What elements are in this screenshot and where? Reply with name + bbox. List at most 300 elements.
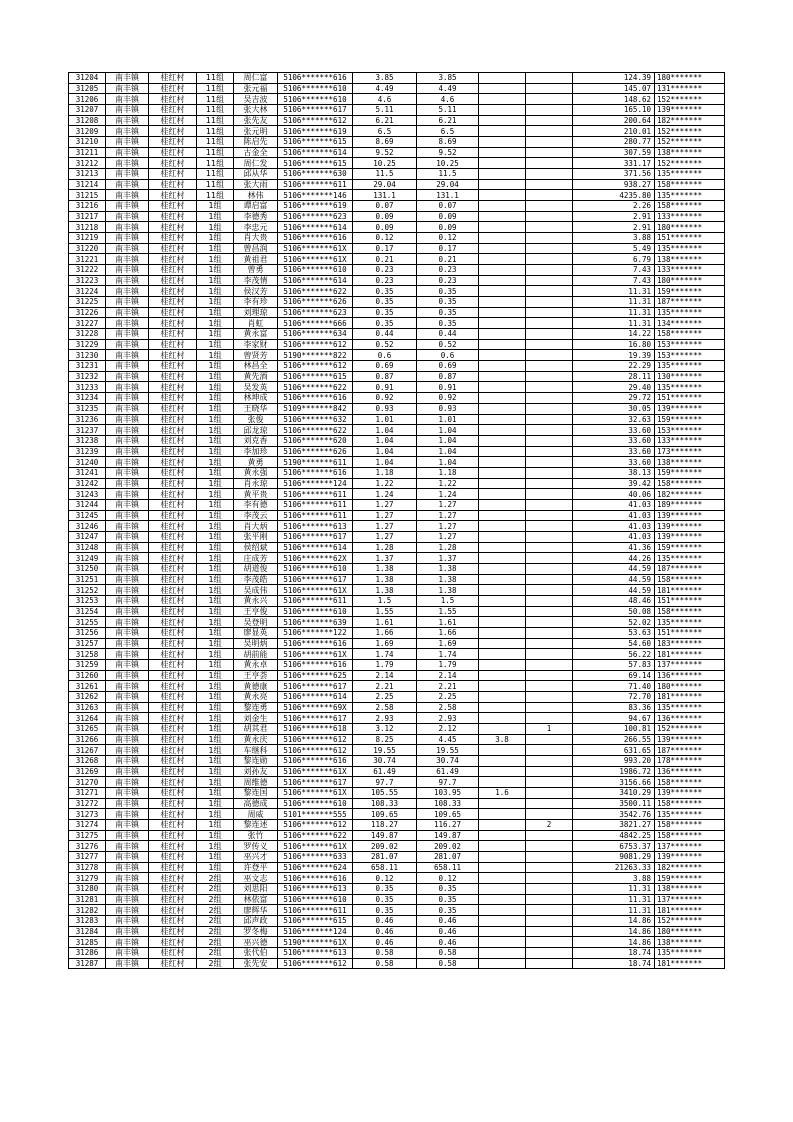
total-area-cell: 1.27	[353, 510, 417, 521]
village-cell: 桂红村	[149, 83, 197, 94]
amount-cell: 9081.29	[573, 852, 655, 863]
name-cell: 罗冬梅	[234, 926, 278, 937]
group-cell: 11组	[197, 147, 234, 158]
name-cell: 肖永琼	[234, 478, 278, 489]
group-cell: 11组	[197, 179, 234, 190]
id-number-cell: 5106*******634	[278, 329, 353, 340]
amount-cell: 30.05	[573, 403, 655, 414]
row-number: 31231	[69, 361, 106, 372]
name-cell: 刘克香	[234, 435, 278, 446]
table-row	[69, 553, 725, 564]
table-row	[69, 926, 725, 937]
amount-cell: 16.80	[573, 339, 655, 350]
table-row	[69, 147, 725, 158]
phone-cell: 181*******	[655, 691, 725, 702]
name-cell: 周仁发	[234, 158, 278, 169]
area-a-cell: 0.69	[417, 361, 479, 372]
id-number-cell: 5106*******622	[278, 286, 353, 297]
town-cell: 南丰镇	[106, 905, 149, 916]
area-b-cell	[479, 499, 526, 510]
name-cell: 刘金生	[234, 713, 278, 724]
phone-cell: 159*******	[655, 286, 725, 297]
total-area-cell: 1.18	[353, 467, 417, 478]
area-c-cell	[526, 948, 573, 959]
total-area-cell: 30.74	[353, 756, 417, 767]
area-a-cell: 103.95	[417, 788, 479, 799]
name-cell: 李德秀	[234, 211, 278, 222]
name-cell: 邱从华	[234, 169, 278, 180]
id-number-cell: 5106*******633	[278, 852, 353, 863]
area-c-cell	[526, 606, 573, 617]
area-a-cell: 0.17	[417, 243, 479, 254]
group-cell: 1组	[197, 702, 234, 713]
total-area-cell: 1.04	[353, 446, 417, 457]
area-c-cell	[526, 617, 573, 628]
table-row	[69, 233, 725, 244]
village-cell: 桂红村	[149, 627, 197, 638]
row-number: 31212	[69, 158, 106, 169]
town-cell: 南丰镇	[106, 691, 149, 702]
id-number-cell: 5106*******612	[278, 734, 353, 745]
table-row	[69, 617, 725, 628]
amount-cell: 2.26	[573, 201, 655, 212]
id-number-cell: 5106*******630	[278, 169, 353, 180]
records-body	[69, 73, 725, 969]
town-cell: 南丰镇	[106, 820, 149, 831]
name-cell: 吴登明	[234, 617, 278, 628]
phone-cell: 151*******	[655, 595, 725, 606]
total-area-cell: 0.93	[353, 403, 417, 414]
village-cell: 桂红村	[149, 798, 197, 809]
area-c-cell	[526, 542, 573, 553]
amount-cell: 11.31	[573, 307, 655, 318]
area-c-cell	[526, 147, 573, 158]
area-c-cell	[526, 478, 573, 489]
amount-cell: 41.03	[573, 510, 655, 521]
group-cell: 1组	[197, 489, 234, 500]
group-cell: 1组	[197, 766, 234, 777]
village-cell: 桂红村	[149, 873, 197, 884]
area-a-cell: 30.74	[417, 756, 479, 767]
row-number: 31262	[69, 691, 106, 702]
phone-cell: 136*******	[655, 766, 725, 777]
phone-cell: 139*******	[655, 105, 725, 116]
total-area-cell: 11.5	[353, 169, 417, 180]
village-cell: 桂红村	[149, 73, 197, 84]
area-b-cell	[479, 254, 526, 265]
total-area-cell: 1.01	[353, 414, 417, 425]
town-cell: 南丰镇	[106, 542, 149, 553]
village-cell: 桂红村	[149, 745, 197, 756]
id-number-cell: 5106*******614	[278, 222, 353, 233]
phone-cell: 180*******	[655, 275, 725, 286]
area-c-cell	[526, 926, 573, 937]
phone-cell: 135*******	[655, 243, 725, 254]
area-b-cell	[479, 531, 526, 542]
amount-cell: 71.40	[573, 681, 655, 692]
table-row	[69, 457, 725, 468]
town-cell: 南丰镇	[106, 606, 149, 617]
town-cell: 南丰镇	[106, 809, 149, 820]
id-number-cell: 5190*******61X	[278, 937, 353, 948]
amount-cell: 100.81	[573, 723, 655, 734]
area-a-cell: 1.69	[417, 638, 479, 649]
table-row	[69, 638, 725, 649]
village-cell: 桂红村	[149, 147, 197, 158]
area-b-cell	[479, 307, 526, 318]
area-c-cell	[526, 585, 573, 596]
area-a-cell: 2.21	[417, 681, 479, 692]
amount-cell: 44.59	[573, 563, 655, 574]
amount-cell: 148.62	[573, 94, 655, 105]
row-number: 31247	[69, 531, 106, 542]
id-number-cell: 5106*******617	[278, 574, 353, 585]
amount-cell: 41.03	[573, 499, 655, 510]
total-area-cell: 1.66	[353, 627, 417, 638]
total-area-cell: 8.25	[353, 734, 417, 745]
area-c-cell	[526, 713, 573, 724]
area-b-cell	[479, 233, 526, 244]
area-b-cell	[479, 201, 526, 212]
group-cell: 1组	[197, 275, 234, 286]
town-cell: 南丰镇	[106, 169, 149, 180]
table-row	[69, 756, 725, 767]
group-cell: 1组	[197, 777, 234, 788]
group-cell: 11组	[197, 190, 234, 201]
area-c-cell	[526, 681, 573, 692]
town-cell: 南丰镇	[106, 702, 149, 713]
row-number: 31214	[69, 179, 106, 190]
area-c-cell: 1	[526, 723, 573, 734]
name-cell: 李茂情	[234, 275, 278, 286]
total-area-cell: 0.46	[353, 926, 417, 937]
group-cell: 1组	[197, 222, 234, 233]
id-number-cell: 5106*******610	[278, 94, 353, 105]
phone-cell: 178*******	[655, 756, 725, 767]
amount-cell: 4842.25	[573, 830, 655, 841]
name-cell: 黎连国	[234, 788, 278, 799]
area-c-cell: 2	[526, 820, 573, 831]
table-row	[69, 702, 725, 713]
table-row	[69, 329, 725, 340]
row-number: 31240	[69, 457, 106, 468]
table-row	[69, 169, 725, 180]
village-cell: 桂红村	[149, 606, 197, 617]
row-number: 31253	[69, 595, 106, 606]
phone-cell: 153*******	[655, 350, 725, 361]
town-cell: 南丰镇	[106, 585, 149, 596]
phone-cell: 187*******	[655, 745, 725, 756]
area-b-cell	[479, 467, 526, 478]
table-row	[69, 361, 725, 372]
village-cell: 桂红村	[149, 286, 197, 297]
id-number-cell: 5106*******611	[278, 489, 353, 500]
area-c-cell	[526, 83, 573, 94]
total-area-cell: 0.58	[353, 948, 417, 959]
town-cell: 南丰镇	[106, 884, 149, 895]
town-cell: 南丰镇	[106, 307, 149, 318]
phone-cell: 138*******	[655, 457, 725, 468]
table-row	[69, 649, 725, 660]
table-row	[69, 179, 725, 190]
area-c-cell	[526, 350, 573, 361]
area-a-cell: 1.27	[417, 510, 479, 521]
group-cell: 1组	[197, 574, 234, 585]
row-number: 31220	[69, 243, 106, 254]
village-cell: 桂红村	[149, 211, 197, 222]
area-a-cell: 0.35	[417, 884, 479, 895]
id-number-cell: 5101*******555	[278, 809, 353, 820]
phone-cell: 131*******	[655, 83, 725, 94]
area-b-cell	[479, 873, 526, 884]
name-cell: 黄先酒	[234, 371, 278, 382]
area-c-cell	[526, 841, 573, 852]
area-c-cell	[526, 894, 573, 905]
town-cell: 南丰镇	[106, 254, 149, 265]
table-row	[69, 393, 725, 404]
table-row	[69, 478, 725, 489]
town-cell: 南丰镇	[106, 617, 149, 628]
area-c-cell	[526, 756, 573, 767]
id-number-cell: 5106*******612	[278, 958, 353, 969]
name-cell: 高德成	[234, 798, 278, 809]
table-row	[69, 585, 725, 596]
row-number: 31250	[69, 563, 106, 574]
area-c-cell	[526, 905, 573, 916]
area-c-cell	[526, 830, 573, 841]
village-cell: 桂红村	[149, 585, 197, 596]
group-cell: 1组	[197, 585, 234, 596]
area-c-cell	[526, 105, 573, 116]
group-cell: 1组	[197, 414, 234, 425]
town-cell: 南丰镇	[106, 158, 149, 169]
total-area-cell: 0.12	[353, 873, 417, 884]
group-cell: 1组	[197, 435, 234, 446]
name-cell: 吴吉波	[234, 94, 278, 105]
village-cell: 桂红村	[149, 691, 197, 702]
town-cell: 南丰镇	[106, 361, 149, 372]
area-a-cell: 0.12	[417, 873, 479, 884]
total-area-cell: 209.02	[353, 841, 417, 852]
town-cell: 南丰镇	[106, 489, 149, 500]
area-b-cell	[479, 489, 526, 500]
area-c-cell	[526, 766, 573, 777]
total-area-cell: 1.27	[353, 531, 417, 542]
group-cell: 11组	[197, 94, 234, 105]
id-number-cell: 5106*******622	[278, 830, 353, 841]
row-number: 31219	[69, 233, 106, 244]
town-cell: 南丰镇	[106, 211, 149, 222]
total-area-cell: 0.07	[353, 201, 417, 212]
row-number: 31277	[69, 852, 106, 863]
amount-cell: 11.31	[573, 905, 655, 916]
row-number: 31223	[69, 275, 106, 286]
name-cell: 黎连述	[234, 820, 278, 831]
table-row	[69, 937, 725, 948]
village-cell: 桂红村	[149, 542, 197, 553]
row-number: 31267	[69, 745, 106, 756]
town-cell: 南丰镇	[106, 756, 149, 767]
name-cell: 王晓华	[234, 403, 278, 414]
area-c-cell	[526, 190, 573, 201]
village-cell: 桂红村	[149, 766, 197, 777]
name-cell: 王亨俊	[234, 606, 278, 617]
area-b-cell	[479, 147, 526, 158]
table-row	[69, 606, 725, 617]
amount-cell: 54.60	[573, 638, 655, 649]
id-number-cell: 5106*******61X	[278, 585, 353, 596]
table-row	[69, 350, 725, 361]
row-number: 31230	[69, 350, 106, 361]
village-cell: 桂红村	[149, 563, 197, 574]
village-cell: 桂红村	[149, 275, 197, 286]
table-row	[69, 873, 725, 884]
group-cell: 1组	[197, 852, 234, 863]
amount-cell: 280.77	[573, 137, 655, 148]
phone-cell: 180*******	[655, 222, 725, 233]
amount-cell: 3.88	[573, 233, 655, 244]
area-a-cell: 0.09	[417, 222, 479, 233]
town-cell: 南丰镇	[106, 553, 149, 564]
area-a-cell: 1.55	[417, 606, 479, 617]
name-cell: 侯汉芳	[234, 286, 278, 297]
area-c-cell	[526, 937, 573, 948]
name-cell: 肖大炳	[234, 521, 278, 532]
id-number-cell: 5106*******617	[278, 531, 353, 542]
row-number: 31268	[69, 756, 106, 767]
area-c-cell	[526, 702, 573, 713]
amount-cell: 29.40	[573, 382, 655, 393]
area-b-cell	[479, 884, 526, 895]
id-number-cell: 5106*******616	[278, 233, 353, 244]
name-cell: 王亨荟	[234, 670, 278, 681]
row-number: 31256	[69, 627, 106, 638]
phone-cell: 135*******	[655, 307, 725, 318]
town-cell: 南丰镇	[106, 393, 149, 404]
row-number: 31218	[69, 222, 106, 233]
total-area-cell: 0.35	[353, 318, 417, 329]
amount-cell: 14.86	[573, 926, 655, 937]
name-cell: 刘思阳	[234, 884, 278, 895]
group-cell: 11组	[197, 83, 234, 94]
village-cell: 桂红村	[149, 926, 197, 937]
area-a-cell: 116.27	[417, 820, 479, 831]
table-row	[69, 809, 725, 820]
phone-cell: 173*******	[655, 446, 725, 457]
group-cell: 11组	[197, 126, 234, 137]
row-number: 31265	[69, 723, 106, 734]
area-a-cell: 0.07	[417, 201, 479, 212]
group-cell: 1组	[197, 478, 234, 489]
table-row	[69, 691, 725, 702]
row-number: 31286	[69, 948, 106, 959]
name-cell: 胡其君	[234, 723, 278, 734]
phone-cell: 138*******	[655, 884, 725, 895]
name-cell: 黄祖君	[234, 254, 278, 265]
town-cell: 南丰镇	[106, 521, 149, 532]
id-number-cell: 5106*******610	[278, 563, 353, 574]
row-number: 31225	[69, 297, 106, 308]
area-a-cell: 1.27	[417, 521, 479, 532]
phone-cell: 152*******	[655, 94, 725, 105]
group-cell: 1组	[197, 553, 234, 564]
village-cell: 桂红村	[149, 201, 197, 212]
id-number-cell: 5106*******617	[278, 777, 353, 788]
area-a-cell: 19.55	[417, 745, 479, 756]
total-area-cell: 10.25	[353, 158, 417, 169]
total-area-cell: 1.61	[353, 617, 417, 628]
phone-cell: 135*******	[655, 169, 725, 180]
town-cell: 南丰镇	[106, 414, 149, 425]
name-cell: 黎连勋	[234, 756, 278, 767]
area-b-cell	[479, 841, 526, 852]
area-b-cell	[479, 606, 526, 617]
total-area-cell: 0.17	[353, 243, 417, 254]
area-a-cell: 0.92	[417, 393, 479, 404]
area-c-cell	[526, 403, 573, 414]
area-a-cell: 1.38	[417, 585, 479, 596]
area-c-cell	[526, 862, 573, 873]
records-table	[68, 72, 725, 969]
area-a-cell: 0.35	[417, 297, 479, 308]
area-b-cell	[479, 862, 526, 873]
total-area-cell: 4.6	[353, 94, 417, 105]
row-number: 31285	[69, 937, 106, 948]
area-b-cell	[479, 702, 526, 713]
area-c-cell	[526, 339, 573, 350]
area-b-cell	[479, 510, 526, 521]
village-cell: 桂红村	[149, 820, 197, 831]
town-cell: 南丰镇	[106, 467, 149, 478]
row-number: 31228	[69, 329, 106, 340]
table-row	[69, 659, 725, 670]
group-cell: 1组	[197, 286, 234, 297]
name-cell: 黄永亮	[234, 691, 278, 702]
village-cell: 桂红村	[149, 905, 197, 916]
area-a-cell: 0.35	[417, 286, 479, 297]
area-a-cell: 1.61	[417, 617, 479, 628]
village-cell: 桂红村	[149, 499, 197, 510]
area-a-cell: 1.79	[417, 659, 479, 670]
area-a-cell: 0.44	[417, 329, 479, 340]
phone-cell: 135*******	[655, 553, 725, 564]
amount-cell: 6.79	[573, 254, 655, 265]
name-cell: 廖辉华	[234, 905, 278, 916]
name-cell: 黄永富	[234, 329, 278, 340]
area-b-cell	[479, 275, 526, 286]
area-a-cell: 10.25	[417, 158, 479, 169]
area-c-cell	[526, 510, 573, 521]
id-number-cell: 5106*******610	[278, 798, 353, 809]
town-cell: 南丰镇	[106, 852, 149, 863]
area-c-cell	[526, 414, 573, 425]
area-a-cell: 0.58	[417, 958, 479, 969]
group-cell: 1组	[197, 820, 234, 831]
id-number-cell: 5106*******610	[278, 894, 353, 905]
town-cell: 南丰镇	[106, 627, 149, 638]
village-cell: 桂红村	[149, 937, 197, 948]
area-b-cell	[479, 286, 526, 297]
group-cell: 1组	[197, 798, 234, 809]
row-number: 31210	[69, 137, 106, 148]
area-c-cell	[526, 649, 573, 660]
row-number: 31208	[69, 115, 106, 126]
area-b-cell	[479, 756, 526, 767]
area-b-cell	[479, 659, 526, 670]
name-cell: 李茂云	[234, 510, 278, 521]
name-cell: 黄勇	[234, 457, 278, 468]
village-cell: 桂红村	[149, 713, 197, 724]
